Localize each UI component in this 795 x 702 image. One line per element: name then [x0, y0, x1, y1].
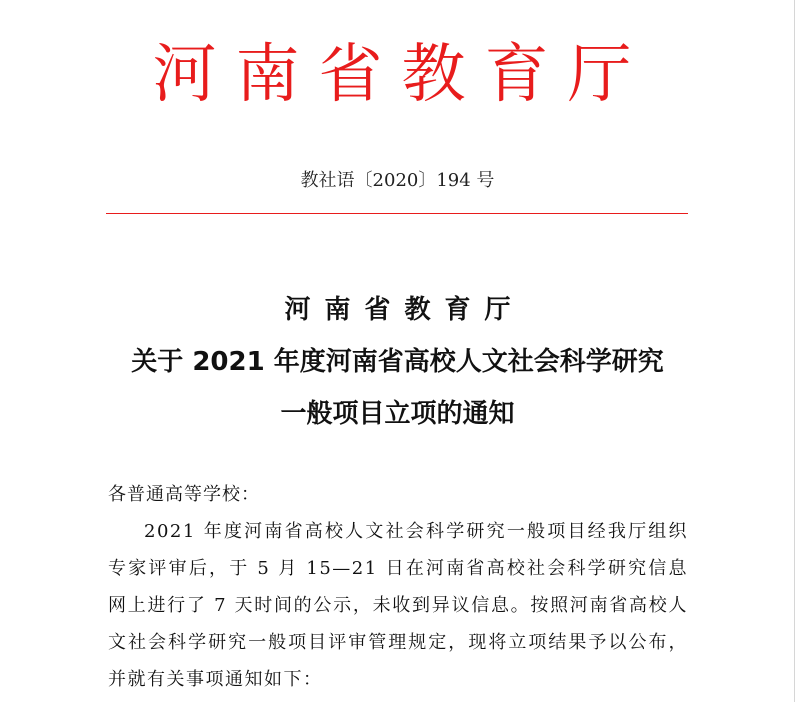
body-paragraph-1: 2021 年度河南省高校人文社会科学研究一般项目经我厅组织专家评审后，于 5 月 15—21 日在河南省高校社会科学研究信息网上进行了 7 天时间的公示，未收到异议信息。按照河南省高校人文社会科学研究一般项目评审管理规定，现将立项结果予以公布，并就有关事项通知如下：: [108, 521, 688, 690]
title-line-1: 河南省教育厅: [284, 295, 525, 325]
document-body: [108, 476, 688, 698]
red-divider-line: [106, 213, 688, 214]
issuer-header: 河南省教育厅: [152, 38, 651, 112]
title-line-2: 关于 2021 年度河南省高校人文社会科学研究: [131, 347, 664, 377]
document-number: 教社语〔2020〕194 号: [300, 170, 495, 191]
title-line-3: 一般项目立项的通知: [280, 399, 515, 429]
salutation: 各普通高等学校：: [108, 484, 260, 505]
document-title: [0, 284, 795, 440]
